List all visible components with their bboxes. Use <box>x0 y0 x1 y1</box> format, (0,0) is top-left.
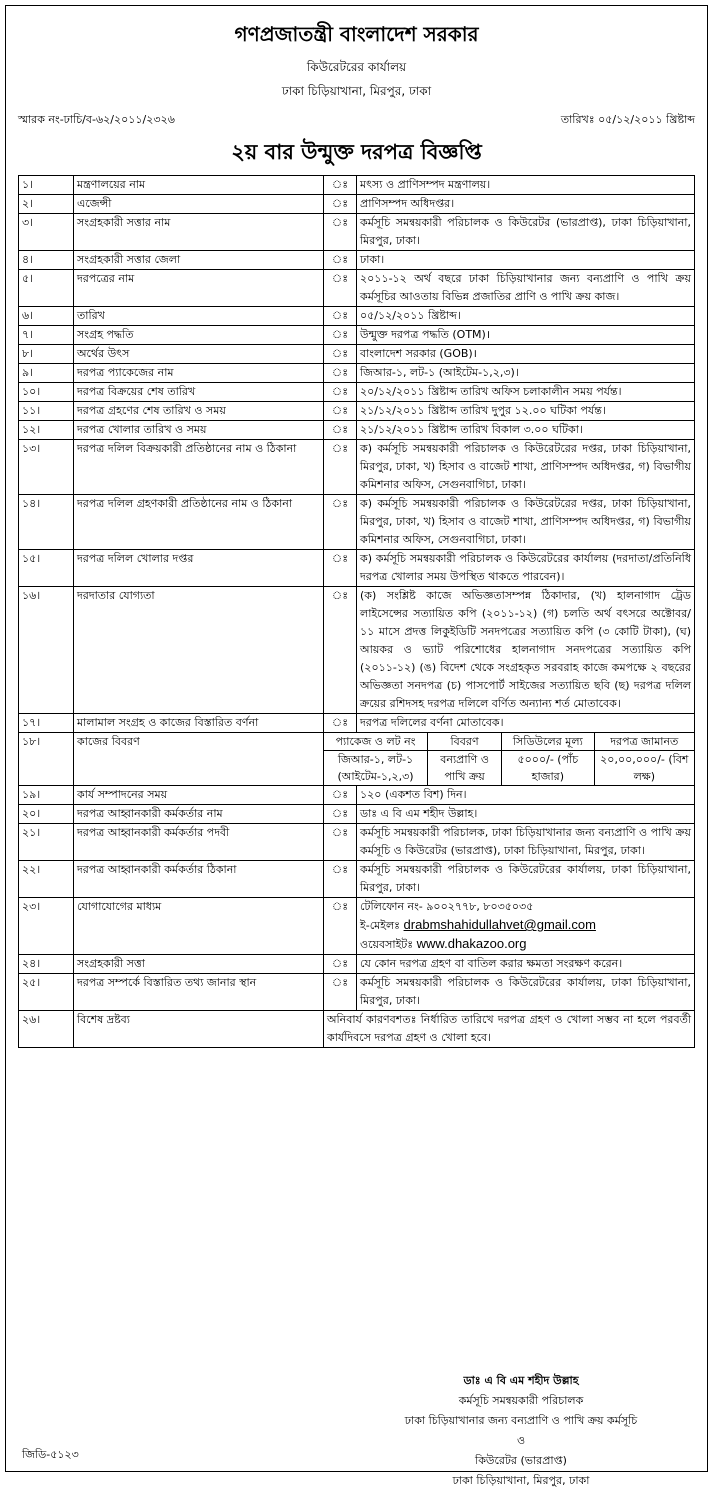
work-subtable-row <box>324 751 694 786</box>
row-number: ৩। <box>19 214 74 251</box>
row-value: যে কোন দরপত্র গ্রহণ বা বাতিল করার ক্ষমতা সংরক্ষণ করেন। <box>357 955 695 974</box>
office-address: ঢাকা চিড়িয়াখানা, মিরপুর, ঢাকা <box>281 84 432 98</box>
row-label: দরপত্র আহ্বানকারী কর্মকর্তার নাম <box>74 805 324 824</box>
row-colon: ঃ <box>324 270 357 307</box>
table-row-work <box>19 733 695 786</box>
table-row <box>19 195 695 214</box>
row-label: দরপত্রের নাম <box>74 270 324 307</box>
row-label: যোগাযোগের মাধ্যম <box>74 898 324 955</box>
tender-notice <box>5 5 708 1487</box>
row-value: উন্মুক্ত দরপত্র পদ্ধতি (OTM)। <box>357 326 695 345</box>
signatory-conjunction: ও <box>516 1434 526 1447</box>
sub-cell-description: বন্যপ্রাণি ও পাখি ক্রয় <box>428 751 502 786</box>
tender-table-body <box>19 176 695 733</box>
signatory-program: ঢাকা চিড়িয়াখানার জন্য বন্যপ্রাণি ও পাখি ক্রয় কর্মসূচি <box>404 1414 638 1427</box>
table-row <box>19 421 695 440</box>
row-label: কাজের বিবরণ <box>74 733 324 786</box>
sub-header-schedule-price: সিডিউলের মূল্য <box>502 733 595 751</box>
row-colon: ঃ <box>324 861 357 898</box>
row-number: ২১। <box>19 824 74 861</box>
row-label: অর্থের উৎস <box>74 345 324 364</box>
row-colon: ঃ <box>324 786 357 805</box>
tender-table-body-2 <box>19 786 695 898</box>
row-label: তারিখ <box>74 307 324 326</box>
sub-cell-schedule-price: ৫০০০/- (পাঁচ হাজার) <box>502 751 595 786</box>
website-label: ওয়েবসাইটঃ <box>360 938 417 951</box>
office-name: কিউরেটরের কার্যালয় <box>306 60 407 74</box>
row-value: ঢাকা। <box>357 251 695 270</box>
row-value: ২১/১২/২০১১ খ্রিষ্টাব্দ তারিখ দুপুর ১২.০০ ঘটিকা পর্যন্ত। <box>357 402 695 421</box>
tender-table-body-3 <box>19 955 695 1011</box>
row-value: কর্মসূচি সমন্বয়কারী পরিচালক ও কিউরেটর (ভারপ্রাপ্ত), ঢাকা চিড়িয়াখানা, মিরপুর, ঢাকা। <box>357 214 695 251</box>
row-label: সংগ্রহকারী সত্তার নাম <box>74 214 324 251</box>
contact-value <box>357 898 695 955</box>
memo-date: তারিখঃ ০৫/১২/২০১১ খ্রিষ্টাব্দ <box>560 113 695 126</box>
table-row <box>19 402 695 421</box>
row-label: সংগ্রহকারী সত্তার জেলা <box>74 251 324 270</box>
sub-header-package: প্যাকেজ ও লট নং <box>324 733 428 751</box>
row-label: দরপত্র গ্রহণের শেষ তারিখ ও সময় <box>74 402 324 421</box>
notice-title: ২য় বার উন্মুক্ত দরপত্র বিজ্ঞপ্তি <box>231 140 482 164</box>
table-row <box>19 550 695 587</box>
table-row <box>19 587 695 714</box>
signatory-address: ঢাকা চিড়িয়াখানা, মিরপুর, ঢাকা <box>452 1474 590 1487</box>
row-label: দরপত্র বিক্রয়ের শেষ তারিখ <box>74 383 324 402</box>
row-value: ২০/১২/২০১১ খ্রিষ্টাব্দ তারিখ অফিস চলাকালীন সময় পর্যন্ত। <box>357 383 695 402</box>
row-number: ১৯। <box>19 786 74 805</box>
row-number: ১২। <box>19 421 74 440</box>
table-row <box>19 364 695 383</box>
row-value: বাংলাদেশ সরকার (GOB)। <box>357 345 695 364</box>
row-number: ১৪। <box>19 495 74 550</box>
row-label: দরপত্র আহ্বানকারী কর্মকর্তার ঠিকানা <box>74 861 324 898</box>
table-row <box>19 495 695 550</box>
sub-cell-security: ২০,০০,০০০/- (বিশ লক্ষ) <box>594 751 694 786</box>
email-link[interactable]: drabmshahidullahvet@gmail.com <box>403 917 596 932</box>
row-colon: ঃ <box>324 345 357 364</box>
row-value: ক) কর্মসূচি সমন্বয়কারী পরিচালক ও কিউরেটরের কার্যালয় (দরদাতা/প্রতিনিধি দরপত্র খোলার সময় উপস্থিত থাকতে পারবেন)। <box>357 550 695 587</box>
work-subtable <box>324 733 694 785</box>
row-colon: ঃ <box>324 195 357 214</box>
work-subtable-cell <box>324 733 695 786</box>
row-value: ১২০ (একশত বিশ) দিন। <box>357 786 695 805</box>
row-colon: ঃ <box>324 974 357 1011</box>
table-row-contact <box>19 898 695 955</box>
table-row <box>19 861 695 898</box>
website-line <box>360 935 691 954</box>
row-colon: ঃ <box>324 805 357 824</box>
row-value: মৎস্য ও প্রাণিসম্পদ মন্ত্রণালয়। <box>357 176 695 195</box>
row-colon: ঃ <box>324 364 357 383</box>
row-colon: ঃ <box>324 214 357 251</box>
row-number: ১। <box>19 176 74 195</box>
row-label: সংগ্রহকারী সত্তা <box>74 955 324 974</box>
row-colon: ঃ <box>324 402 357 421</box>
row-value: কর্মসূচি সমন্বয়কারী পরিচালক ও কিউরেটরের কার্যালয়, ঢাকা চিড়িয়াখানা, মিরপুর, ঢাকা। <box>357 861 695 898</box>
row-number: ২২। <box>19 861 74 898</box>
work-row-section <box>19 733 695 786</box>
row-value: (ক) সংশ্লিষ্ট কাজে অভিজ্ঞতাসম্পন্ন ঠিকাদার, (খ) হালনাগাদ ট্রেড লাইসেন্সের সত্যায়িত কপি (২০১১-১২) (গ) চলতি অর্থ বৎসরে অক্টোবর/১১ মাসে প্রদত্ত লিকুইডিটি সনদপত্রের সত্যায়িত কপি (৩ কোটি টাকা), (ঘ) আয়কর ও ভ্যাট পরিশোধের হালনাগাদ সনদপত্রের সত্যায়িত কপি (২০১১-১২) (ঙ) বিদেশ থেকে সংগ্রহকৃত সরবরাহ কাজে কমপক্ষে ২ বছরের অভিজ্ঞতা সনদপত্র (চ) পাসপোর্ট সাইজের সত্যায়িত ছবি (ছ) দরপত্র দলিল ক্রয়ের রশিদসহ দরপত্র দলিলে বর্ণিত অন্যান্য শর্ত মোতাবেক। <box>357 587 695 714</box>
row-label: দরপত্র সম্পর্কে বিস্তারিত তথ্য জানার স্থান <box>74 974 324 1011</box>
gd-code: জিডি-৫১২৩ <box>22 1448 79 1461</box>
table-row <box>19 326 695 345</box>
header <box>18 20 695 103</box>
reference-row <box>18 111 695 130</box>
table-row <box>19 974 695 1011</box>
row-label: দরপত্র খোলার তারিখ ও সময় <box>74 421 324 440</box>
work-subtable-header <box>324 733 694 751</box>
row-number: ৯। <box>19 364 74 383</box>
row-colon: ঃ <box>324 714 357 733</box>
sub-cell-package: জিআর-১, লট-১ (আইটেম-১,২,৩) <box>324 751 428 786</box>
row-colon: ঃ <box>324 898 357 955</box>
table-row <box>19 955 695 974</box>
row-colon: ঃ <box>324 251 357 270</box>
email-line <box>360 916 691 935</box>
website-link[interactable]: www.dhakazoo.org <box>416 936 527 951</box>
phone-line: টেলিফোন নং- ৯০০২৭৭৮, ৮০৩৫০৩৫ <box>360 900 534 913</box>
sub-header-description: বিবরণ <box>428 733 502 751</box>
row-number: ৬। <box>19 307 74 326</box>
row-label: দরপত্র দলিল বিক্রয়কারী প্রতিষ্ঠানের নাম ও ঠিকানা <box>74 440 324 495</box>
table-row <box>19 214 695 251</box>
row-colon: ঃ <box>324 383 357 402</box>
row-colon: ঃ <box>324 440 357 495</box>
row-colon: ঃ <box>324 587 357 714</box>
contact-row-section <box>19 898 695 955</box>
row-label: দরদাতার যোগ্যতা <box>74 587 324 714</box>
row-number: ১৭। <box>19 714 74 733</box>
row-label: দরপত্র দলিল খোলার দপ্তর <box>74 550 324 587</box>
signature-block <box>366 1371 676 1491</box>
row-colon: ঃ <box>324 824 357 861</box>
table-row <box>19 824 695 861</box>
row-value: প্রাণিসম্পদ অধিদপ্তর। <box>357 195 695 214</box>
row-value: ডাঃ এ বি এম শহীদ উল্লাহ। <box>357 805 695 824</box>
row-colon: ঃ <box>324 421 357 440</box>
row-value: ২০১১-১২ অর্থ বছরে ঢাকা চিড়িয়াখানার জন্য বন্যপ্রাণি ও পাখি ক্রয় কর্মসূচির আওতায় বিভিন্ন প্রজাতির প্রাণি ও পাখি ক্রয় কাজ। <box>357 270 695 307</box>
table-row <box>19 805 695 824</box>
row-colon: ঃ <box>324 326 357 345</box>
row-colon: ঃ <box>324 955 357 974</box>
row-label: এজেন্সী <box>74 195 324 214</box>
row-number: ২৫। <box>19 974 74 1011</box>
row-label: কার্য সম্পাদনের সময় <box>74 786 324 805</box>
row-label: মালামাল সংগ্রহ ও কাজের বিস্তারিত বর্ণনা <box>74 714 324 733</box>
row-number: ২৪। <box>19 955 74 974</box>
row-number: ১৫। <box>19 550 74 587</box>
row-value: ক) কর্মসূচি সমন্বয়কারী পরিচালক ও কিউরেটরের দপ্তর, ঢাকা চিড়িয়াখানা, মিরপুর, ঢাকা, খ) হিসাব ও বাজেট শাখা, প্রাণিসম্পদ অধিদপ্তর, গ) বিভাগীয় কমিশনার অফিস, সেগুনবাগিচা, ঢাকা। <box>357 440 695 495</box>
row-label: সংগ্রহ পদ্ধতি <box>74 326 324 345</box>
row-number: ১৩। <box>19 440 74 495</box>
row-value: কর্মসূচি সমন্বয়কারী পরিচালক ও কিউরেটরের কার্যালয়, ঢাকা চিড়িয়াখানা, মিরপুর, ঢাকা। <box>357 974 695 1011</box>
row-label: দরপত্র দলিল গ্রহণকারী প্রতিষ্ঠানের নাম ও ঠিকানা <box>74 495 324 550</box>
sub-header-security: দরপত্র জামানত <box>594 733 694 751</box>
row-value: ক) কর্মসূচি সমন্বয়কারী পরিচালক ও কিউরেটরের দপ্তর, ঢাকা চিড়িয়াখানা, মিরপুর, ঢাকা, খ) হিসাব ও বাজেট শাখা, প্রাণিসম্পদ অধিদপ্তর, গ) বিভাগীয় কমিশনার অফিস, সেগুনবাগিচা, ঢাকা। <box>357 495 695 550</box>
row-colon: ঃ <box>324 307 357 326</box>
row-number: ১৮। <box>19 733 74 786</box>
table-row <box>19 307 695 326</box>
row-label: দরপত্র প্যাকেজের নাম <box>74 364 324 383</box>
signatory-curator: কিউরেটর (ভারপ্রাপ্ত) <box>475 1454 567 1467</box>
row-label: বিশেষ দ্রষ্টব্য <box>74 1011 324 1048</box>
email-label: ই-মেইলঃ <box>360 919 404 932</box>
row-number: ২। <box>19 195 74 214</box>
table-row <box>19 176 695 195</box>
row-value: দরপত্র দলিলের বর্ণনা মোতাবেক। <box>357 714 695 733</box>
special-note: অনিবার্য কারণবশতঃ নির্ধারিত তারিখে দরপত্র গ্রহণ ও খোলা সম্ভব না হলে পরবর্তী কার্যদিবসে দরপত্র গ্রহণ ও খোলা হবে। <box>324 1011 695 1048</box>
table-row <box>19 270 695 307</box>
row-colon: ঃ <box>324 495 357 550</box>
signatory-designation: কর্মসূচি সমন্বয়কারী পরিচালক <box>458 1394 584 1407</box>
row-number: ১০। <box>19 383 74 402</box>
special-row-section <box>19 1011 695 1048</box>
table-row <box>19 251 695 270</box>
table-row <box>19 440 695 495</box>
row-label: দরপত্র আহ্বানকারী কর্মকর্তার পদবী <box>74 824 324 861</box>
row-value: ২১/১২/২০১১ খ্রিষ্টাব্দ তারিখ বিকাল ৩.০০ ঘটিকা। <box>357 421 695 440</box>
row-number: ২৬। <box>19 1011 74 1048</box>
row-number: ৭। <box>19 326 74 345</box>
row-value: জিআর-১, লট-১ (আইটেম-১,২,৩)। <box>357 364 695 383</box>
table-row <box>19 714 695 733</box>
signatory-name: ডাঃ এ বি এম শহীদ উল্লাহ <box>463 1374 579 1387</box>
row-number: ১৬। <box>19 587 74 714</box>
row-colon: ঃ <box>324 176 357 195</box>
row-number: ১১। <box>19 402 74 421</box>
row-number: ২৩। <box>19 898 74 955</box>
row-number: ২০। <box>19 805 74 824</box>
memo-number: স্মারক নং-ঢাচি/ব-৬২/২০১১/২৩২৬ <box>18 113 175 126</box>
tender-table <box>18 175 695 1048</box>
government-title: গণপ্রজাতন্ত্রী বাংলাদেশ সরকার <box>234 22 479 46</box>
row-value: ০৫/১২/২০১১ খ্রিষ্টাব্দ। <box>357 307 695 326</box>
table-row <box>19 383 695 402</box>
table-row <box>19 786 695 805</box>
table-row-special <box>19 1011 695 1048</box>
row-colon: ঃ <box>324 550 357 587</box>
row-number: ৫। <box>19 270 74 307</box>
row-number: ৮। <box>19 345 74 364</box>
row-label: মন্ত্রণালয়ের নাম <box>74 176 324 195</box>
row-value: কর্মসূচি সমন্বয়কারী পরিচালক, ঢাকা চিড়িয়াখানার জন্য বন্যপ্রাণি ও পাখি ক্রয় কর্মসূচি ও কিউরেটর (ভারপ্রাপ্ত), ঢাকা চিড়িয়াখানা, মিরপুর, ঢাকা। <box>357 824 695 861</box>
table-row <box>19 345 695 364</box>
row-number: ৪। <box>19 251 74 270</box>
